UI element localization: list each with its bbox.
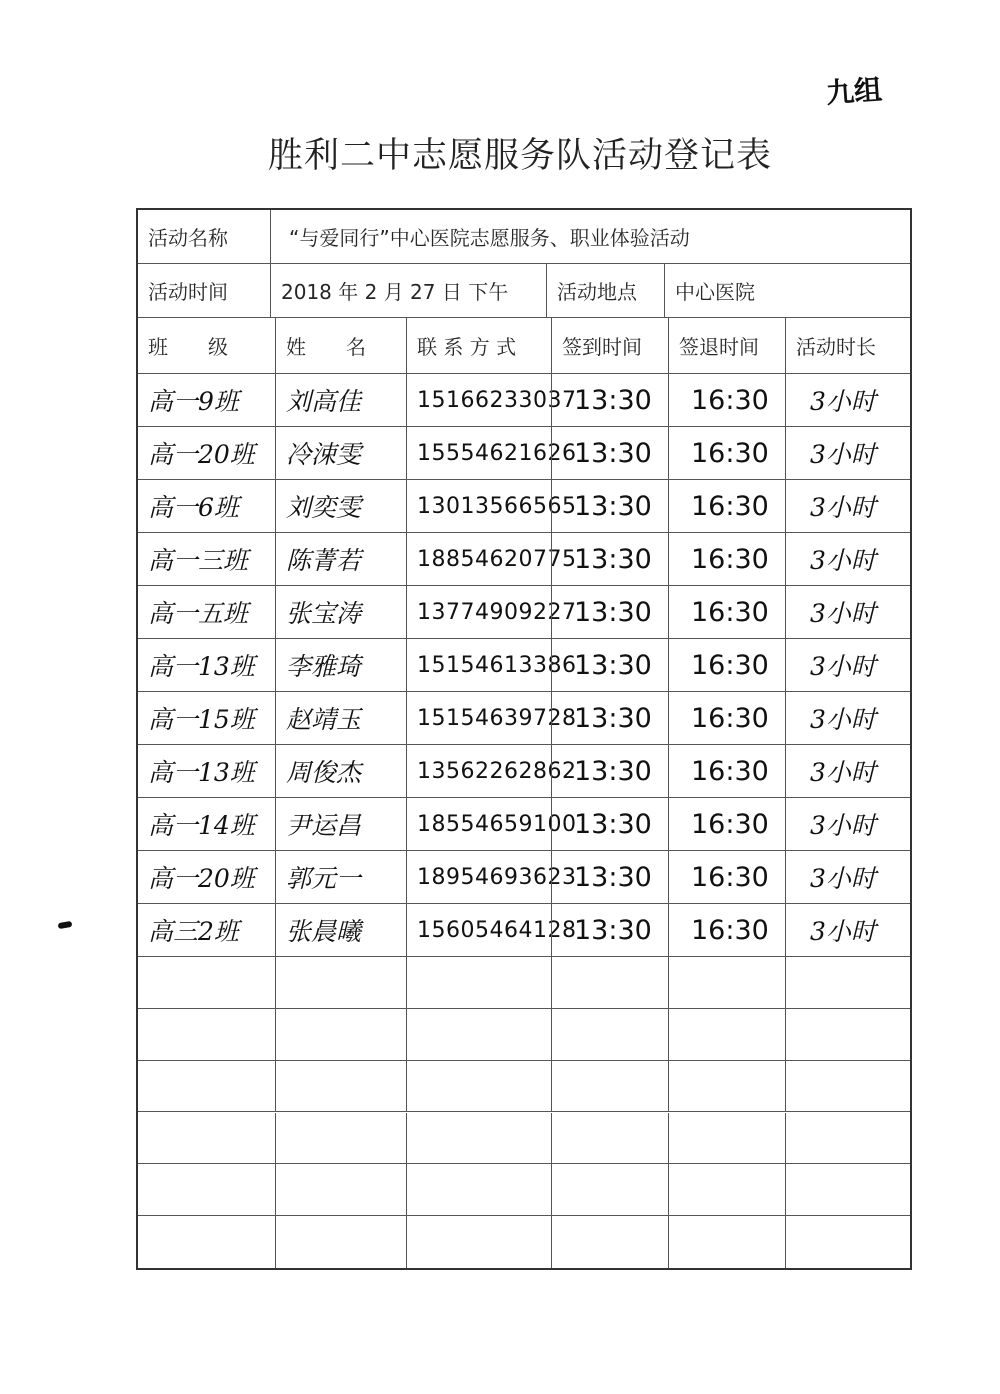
cell-phone [406,1164,551,1215]
activity-place-label: 活动地点 [546,264,664,317]
cell-duration: 3小时 [785,374,910,426]
table-row [138,1009,910,1061]
page-title: 胜利二中志愿服务队活动登记表 [267,136,772,176]
cell-duration: 3小时 [785,639,910,691]
cell-checkout [668,1216,785,1268]
cell-duration: 3小时 [785,586,910,638]
table-row [138,427,910,480]
cell-class [138,1164,275,1215]
activity-name-label: 活动名称 [148,226,228,250]
cell-name [275,957,406,1008]
cell-checkin: 13:30 [551,374,668,426]
group-mark: 九组 [825,73,884,110]
cell-duration: 3小时 [785,851,910,903]
col-duration-header: 活动时长 [785,318,910,373]
cell-checkout [668,1164,785,1215]
cell-class [138,1009,275,1060]
cell-checkin: 13:30 [551,533,668,585]
table-row [138,692,910,745]
stray-ink-mark [58,921,73,929]
activity-time-label: 活动时间 [148,280,228,304]
cell-phone: 18854620775 [406,533,551,585]
cell-checkout: 16:30 [668,692,785,744]
cell-checkin [551,1009,668,1060]
cell-class [138,1216,275,1268]
cell-duration [785,1164,910,1215]
cell-checkin: 13:30 [551,798,668,850]
cell-name: 陈菁若 [275,533,406,585]
cell-class: 高一三班 [148,546,249,575]
cell-name: 刘高佳 [275,374,406,426]
table-row [138,851,910,904]
cell-checkin: 13:30 [551,745,668,797]
cell-duration: 3小时 [785,692,910,744]
cell-name [275,1164,406,1215]
table-row [138,904,910,957]
cell-phone: 15154613386 [406,639,551,691]
cell-checkout: 16:30 [668,427,785,479]
cell-duration [785,1216,910,1268]
activity-name-value: “与爱同行”中心医院志愿服务、职业体验活动 [270,210,910,263]
cell-duration: 3小时 [785,798,910,850]
cell-class: 高一9班 [148,387,239,416]
cell-duration: 3小时 [785,904,910,956]
cell-phone: 18554659100 [406,798,551,850]
cell-phone [406,957,551,1008]
col-checkout-header: 签退时间 [668,318,785,373]
cell-checkin: 13:30 [551,586,668,638]
cell-class: 高一13班 [148,758,255,787]
cell-class: 高一13班 [148,652,255,681]
cell-class: 高一15班 [148,705,255,734]
cell-class [138,1061,275,1112]
cell-phone: 13013566565 [406,480,551,532]
cell-duration [785,957,910,1008]
cell-checkout: 16:30 [668,374,785,426]
cell-name: 李雅琦 [275,639,406,691]
cell-checkin [551,957,668,1008]
cell-checkin: 13:30 [551,851,668,903]
cell-checkin [551,1113,668,1164]
cell-name: 郭元一 [275,851,406,903]
table-row [138,957,910,1009]
cell-checkin: 13:30 [551,692,668,744]
activity-name-row [138,210,910,264]
cell-checkout: 16:30 [668,586,785,638]
table-row [138,639,910,692]
cell-checkin [551,1061,668,1112]
cell-class: 高一6班 [148,493,239,522]
cell-phone [406,1113,551,1164]
cell-phone: 15166233037 [406,374,551,426]
registration-table [136,208,912,1270]
cell-checkin [551,1216,668,1268]
cell-phone: 18954693623 [406,851,551,903]
cell-duration [785,1113,910,1164]
cell-checkout [668,1009,785,1060]
table-row [138,745,910,798]
cell-phone: 13562262862 [406,745,551,797]
cell-name: 张晨曦 [275,904,406,956]
cell-class [138,957,275,1008]
cell-checkin: 13:30 [551,639,668,691]
col-class-header: 班 级 [148,335,228,359]
cell-duration [785,1009,910,1060]
col-phone-header: 联 系 方 式 [406,318,551,373]
cell-duration: 3小时 [785,480,910,532]
cell-class: 高三2班 [148,917,239,946]
cell-class: 高一五班 [148,599,249,628]
cell-checkout: 16:30 [668,533,785,585]
cell-class [138,1113,275,1164]
activity-place-value: 中心医院 [664,264,910,317]
table-row [138,798,910,851]
cell-name [275,1216,406,1268]
table-row [138,374,910,427]
cell-phone [406,1009,551,1060]
table-row [138,533,910,586]
cell-name: 赵靖玉 [275,692,406,744]
cell-checkout [668,1061,785,1112]
cell-name [275,1061,406,1112]
column-header-row [138,318,910,374]
cell-checkout [668,1113,785,1164]
cell-duration: 3小时 [785,427,910,479]
cell-duration [785,1061,910,1112]
cell-phone: 13774909227 [406,586,551,638]
cell-phone: 15154639728 [406,692,551,744]
table-row [138,586,910,639]
cell-checkin: 13:30 [551,480,668,532]
table-row [138,480,910,533]
cell-name [275,1113,406,1164]
cell-name: 冷涑雯 [275,427,406,479]
cell-checkout: 16:30 [668,851,785,903]
cell-checkin [551,1164,668,1215]
cell-name: 周俊杰 [275,745,406,797]
cell-name: 尹运昌 [275,798,406,850]
col-name-header: 姓 名 [275,318,406,373]
col-checkin-header: 签到时间 [551,318,668,373]
cell-checkout: 16:30 [668,904,785,956]
table-row [138,1061,910,1113]
cell-class: 高一14班 [148,811,255,840]
activity-time-value: 2018 年 2 月 27 日 下午 [270,264,546,317]
cell-phone [406,1061,551,1112]
activity-time-row [138,264,910,318]
cell-class: 高一20班 [148,440,255,469]
cell-phone: 15554621626 [406,427,551,479]
cell-class: 高一20班 [148,864,255,893]
table-row [138,1216,910,1268]
cell-checkin: 13:30 [551,904,668,956]
cell-name: 张宝涛 [275,586,406,638]
cell-name [275,1009,406,1060]
cell-duration: 3小时 [785,745,910,797]
cell-phone: 15605464128 [406,904,551,956]
cell-duration: 3小时 [785,533,910,585]
cell-checkout: 16:30 [668,745,785,797]
table-row [138,1164,910,1216]
cell-checkout [668,957,785,1008]
table-row [138,1113,910,1165]
cell-checkin: 13:30 [551,427,668,479]
cell-name: 刘奕雯 [275,480,406,532]
cell-checkout: 16:30 [668,639,785,691]
cell-phone [406,1216,551,1268]
cell-checkout: 16:30 [668,798,785,850]
cell-checkout: 16:30 [668,480,785,532]
